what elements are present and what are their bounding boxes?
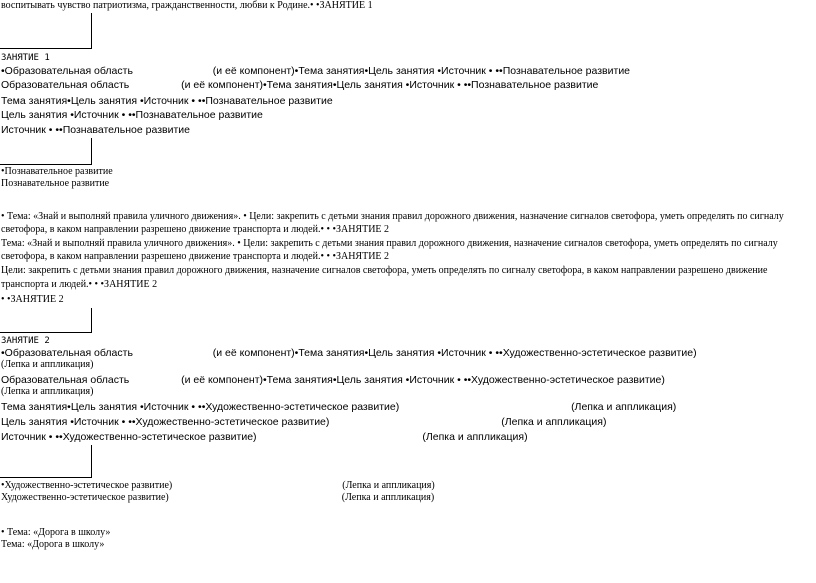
section-heading	[1, 335, 50, 347]
text-fragment: Цель занятия •Источник • ••Художественно-эстетическое развитие)	[1, 416, 330, 428]
text-line	[1, 224, 389, 236]
text-fragment: • Тема: «Знай и выполняй правила уличного движения». • Цели: закрепить с детьми знания правил дорожного движения, назначение сигналов светофора, уметь определять по сигналу	[1, 211, 784, 222]
text-fragment: Образовательная область	[1, 374, 130, 386]
text-line	[1, 539, 104, 551]
text-fragment: Художественно-эстетическое развитие)	[1, 492, 169, 503]
text-line	[1, 265, 767, 277]
text-fragment: (Лепка и аппликация)	[501, 416, 607, 428]
section-heading	[1, 52, 50, 64]
text-line	[1, 0, 373, 12]
text-fragment: •Образовательная область	[1, 347, 133, 359]
text-fragment: •Образовательная область	[1, 65, 133, 77]
text-line	[1, 492, 434, 504]
text-line	[1, 178, 109, 190]
text-fragment: •Познавательное развитие	[1, 166, 113, 177]
text-line	[1, 359, 93, 371]
text-line	[1, 124, 190, 136]
text-fragment: •Художественно-эстетическое развитие)	[1, 480, 173, 491]
text-fragment: Цели: закрепить с детьми знания правил дорожного движения, назначение сигналов светофора, уметь определять по сигналу светофора, в каком направлении разрешено движение	[1, 265, 768, 276]
text-line	[1, 527, 110, 539]
text-fragment: Тема: «Знай и выполняй правила уличного движения». • Цели: закрепить с детьми знания правил дорожного движения, назначение сигналов светофора, уметь определять по сигналу	[1, 238, 778, 249]
text-fragment: ЗАНЯТИЕ 1	[1, 53, 50, 63]
box-divider	[0, 48, 92, 49]
text-line	[1, 65, 630, 77]
box-divider	[0, 332, 92, 333]
text-fragment: Источник • ••Художественно-эстетическое развитие)	[1, 431, 257, 443]
text-line	[1, 251, 389, 263]
text-fragment: • Тема: «Дорога в школу»	[1, 527, 111, 538]
text-line	[1, 238, 778, 250]
text-fragment: (Лепка и аппликация)	[342, 480, 435, 491]
text-fragment: (Лепка и аппликация)	[1, 359, 94, 370]
text-line	[1, 347, 697, 359]
text-line	[1, 480, 435, 492]
text-fragment: (и её компонент)•Тема занятия•Цель занятия •Источник • ••Познавательное развитие	[212, 65, 631, 77]
text-fragment: ЗАНЯТИЕ 2	[1, 336, 50, 346]
text-line	[1, 431, 528, 443]
box-divider	[91, 445, 92, 478]
text-fragment: Источник • ••Познавательное развитие	[1, 124, 190, 136]
text-fragment: светофора, в каком направлении разрешено движение транспорта и людей.• • •ЗАНЯТИЕ 2	[1, 224, 390, 235]
text-line	[1, 166, 113, 178]
text-fragment: (и её компонент)•Тема занятия•Цель занятия •Источник • ••Познавательное развитие	[181, 79, 599, 91]
box-divider	[0, 477, 92, 478]
text-fragment: Образовательная область	[1, 79, 130, 91]
text-fragment: (Лепка и аппликация)	[341, 492, 435, 503]
text-line	[1, 386, 93, 398]
box-divider	[91, 13, 92, 49]
text-fragment: • •ЗАНЯТИЕ 2	[1, 294, 64, 305]
text-fragment: (Лепка и аппликация)	[422, 431, 528, 443]
text-fragment: транспорта и людей.• • •ЗАНЯТИЕ 2	[1, 279, 158, 290]
text-fragment: Тема: «Дорога в школу»	[1, 539, 105, 550]
box-divider	[91, 308, 92, 333]
text-fragment: светофора, в каком направлении разрешено движение транспорта и людей.• • •ЗАНЯТИЕ 2	[1, 251, 390, 262]
text-fragment: Тема занятия•Цель занятия •Источник • ••Художественно-эстетическое развитие)	[1, 401, 400, 413]
text-fragment: Тема занятия•Цель занятия •Источник • ••Познавательное развитие	[1, 95, 333, 107]
text-line	[1, 109, 263, 121]
text-line	[1, 294, 64, 306]
text-fragment: воспитывать чувство патриотизма, гражданственности, любви к Родине.• •ЗАНЯТИЕ 1	[1, 0, 373, 11]
text-line	[1, 416, 606, 428]
box-divider	[91, 138, 92, 165]
text-line	[1, 211, 784, 223]
text-line	[1, 95, 333, 107]
text-fragment: Цель занятия •Источник • ••Познавательное развитие	[1, 109, 263, 121]
text-line	[1, 374, 665, 386]
text-line	[1, 279, 157, 291]
text-fragment: Познавательное развитие	[1, 178, 110, 189]
text-line	[1, 79, 598, 91]
text-fragment: (Лепка и аппликация)	[571, 401, 677, 413]
text-fragment: (и её компонент)•Тема занятия•Цель занятия •Источник • ••Художественно-эстетическое развитие)	[181, 374, 665, 386]
text-line	[1, 401, 676, 413]
box-divider	[0, 164, 92, 165]
text-fragment: (Лепка и аппликация)	[1, 386, 94, 397]
text-fragment: (и её компонент)•Тема занятия•Цель занятия •Источник • ••Художественно-эстетическое развитие)	[212, 347, 697, 359]
